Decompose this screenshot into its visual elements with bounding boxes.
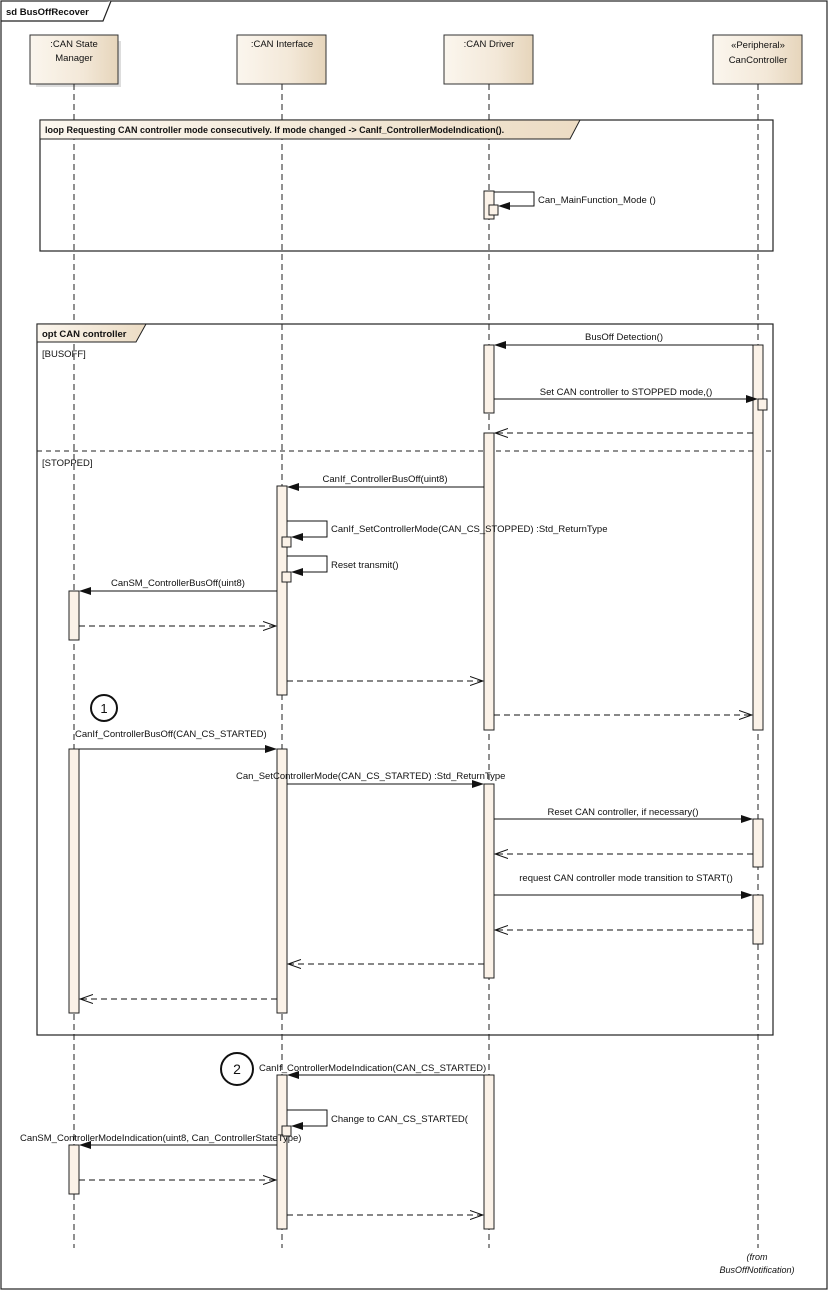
loop-label: loop Requesting CAN controller mode consecutively. If mode changed -> CanIf_ControllerModeIndication().: [45, 125, 505, 135]
message-self-reset-transmit: [287, 556, 327, 572]
message-label: Change to CAN_CS_STARTED(: [331, 1114, 468, 1125]
activation-candrv-1: [484, 345, 494, 413]
activation-canif-1: [277, 486, 287, 695]
step-marker-2: [221, 1053, 253, 1085]
from-label: (from: [746, 1252, 768, 1262]
lifeline-title: :CAN State: [50, 39, 98, 50]
step-marker-1: [91, 695, 117, 721]
message-label: BusOff Detection(): [585, 332, 663, 343]
message-label: request CAN controller mode transition to START(): [519, 873, 733, 884]
message-label: Can_MainFunction_Mode (): [538, 195, 656, 206]
message-self-set-controller-mode: [287, 521, 327, 537]
activation-candrv-3: [484, 784, 494, 978]
guard-stopped: [STOPPED]: [42, 458, 93, 469]
message-label: CanIf_SetControllerMode(CAN_CS_STOPPED) :Std_ReturnType: [331, 524, 608, 535]
activation-canctrl-3: [753, 895, 763, 944]
message-label: CanIf_ControllerBusOff(CAN_CS_STARTED): [75, 729, 267, 740]
activation-cansm-2: [69, 749, 79, 1013]
svg-text:2: 2: [233, 1061, 241, 1077]
svg-text:1: 1: [100, 701, 108, 716]
opt-label: opt CAN controller: [42, 329, 127, 340]
message-self-change-to-started: [287, 1110, 327, 1126]
diagram-title: sd BusOffRecover: [6, 7, 89, 18]
activation-candrv-4: [484, 1075, 494, 1229]
activation-canctrl-2: [753, 819, 763, 867]
lifeline-title: :CAN Driver: [463, 39, 515, 50]
opt-fragment: [37, 324, 773, 1035]
activation-canif-2: [277, 749, 287, 1013]
activation-cansm-3: [69, 1145, 79, 1194]
message-label: CanIf_ControllerModeIndication(CAN_CS_STARTED): [259, 1063, 487, 1074]
lifeline-stereotype: «Peripheral»: [731, 40, 785, 51]
lifeline-canctrl[interactable]: [713, 35, 802, 84]
guard-busoff: [BUSOFF]: [42, 349, 86, 360]
lifeline-title: :CAN Interface: [250, 39, 314, 50]
message-label: Set CAN controller to STOPPED mode,(): [539, 387, 713, 398]
lifeline-subtitle: Manager: [55, 53, 93, 64]
activation-canctrl-nested: [758, 399, 767, 410]
activation-cansm-1: [69, 591, 79, 640]
lifeline-candrv[interactable]: [444, 35, 533, 84]
loop-fragment: [40, 120, 773, 251]
from-source-label: BusOffNotification): [719, 1265, 795, 1275]
lifeline-canif[interactable]: [237, 35, 326, 84]
activation-candrv-loop-nested: [489, 205, 498, 215]
diagram-frame: [1, 1, 827, 1289]
message-self-main-function-mode: [494, 192, 534, 206]
activation-candrv-2: [484, 433, 494, 730]
message-label: CanSM_ControllerBusOff(uint8): [111, 578, 245, 589]
activation-canif-nested-1: [282, 537, 291, 547]
activation-canif-nested-2: [282, 572, 291, 582]
lifeline-title: CanController: [728, 55, 788, 66]
message-label: Reset transmit(): [331, 560, 399, 571]
message-label: Reset CAN controller, if necessary(): [547, 807, 699, 818]
message-label: Can_SetControllerMode(CAN_CS_STARTED) :Std_ReturnType: [236, 771, 506, 782]
lifeline-cansm[interactable]: [30, 35, 121, 87]
message-label: CanSM_ControllerModeIndication(uint8, Can_ControllerStateType): [20, 1133, 302, 1144]
message-label: CanIf_ControllerBusOff(uint8): [322, 474, 448, 485]
activation-canif-3: [277, 1075, 287, 1229]
